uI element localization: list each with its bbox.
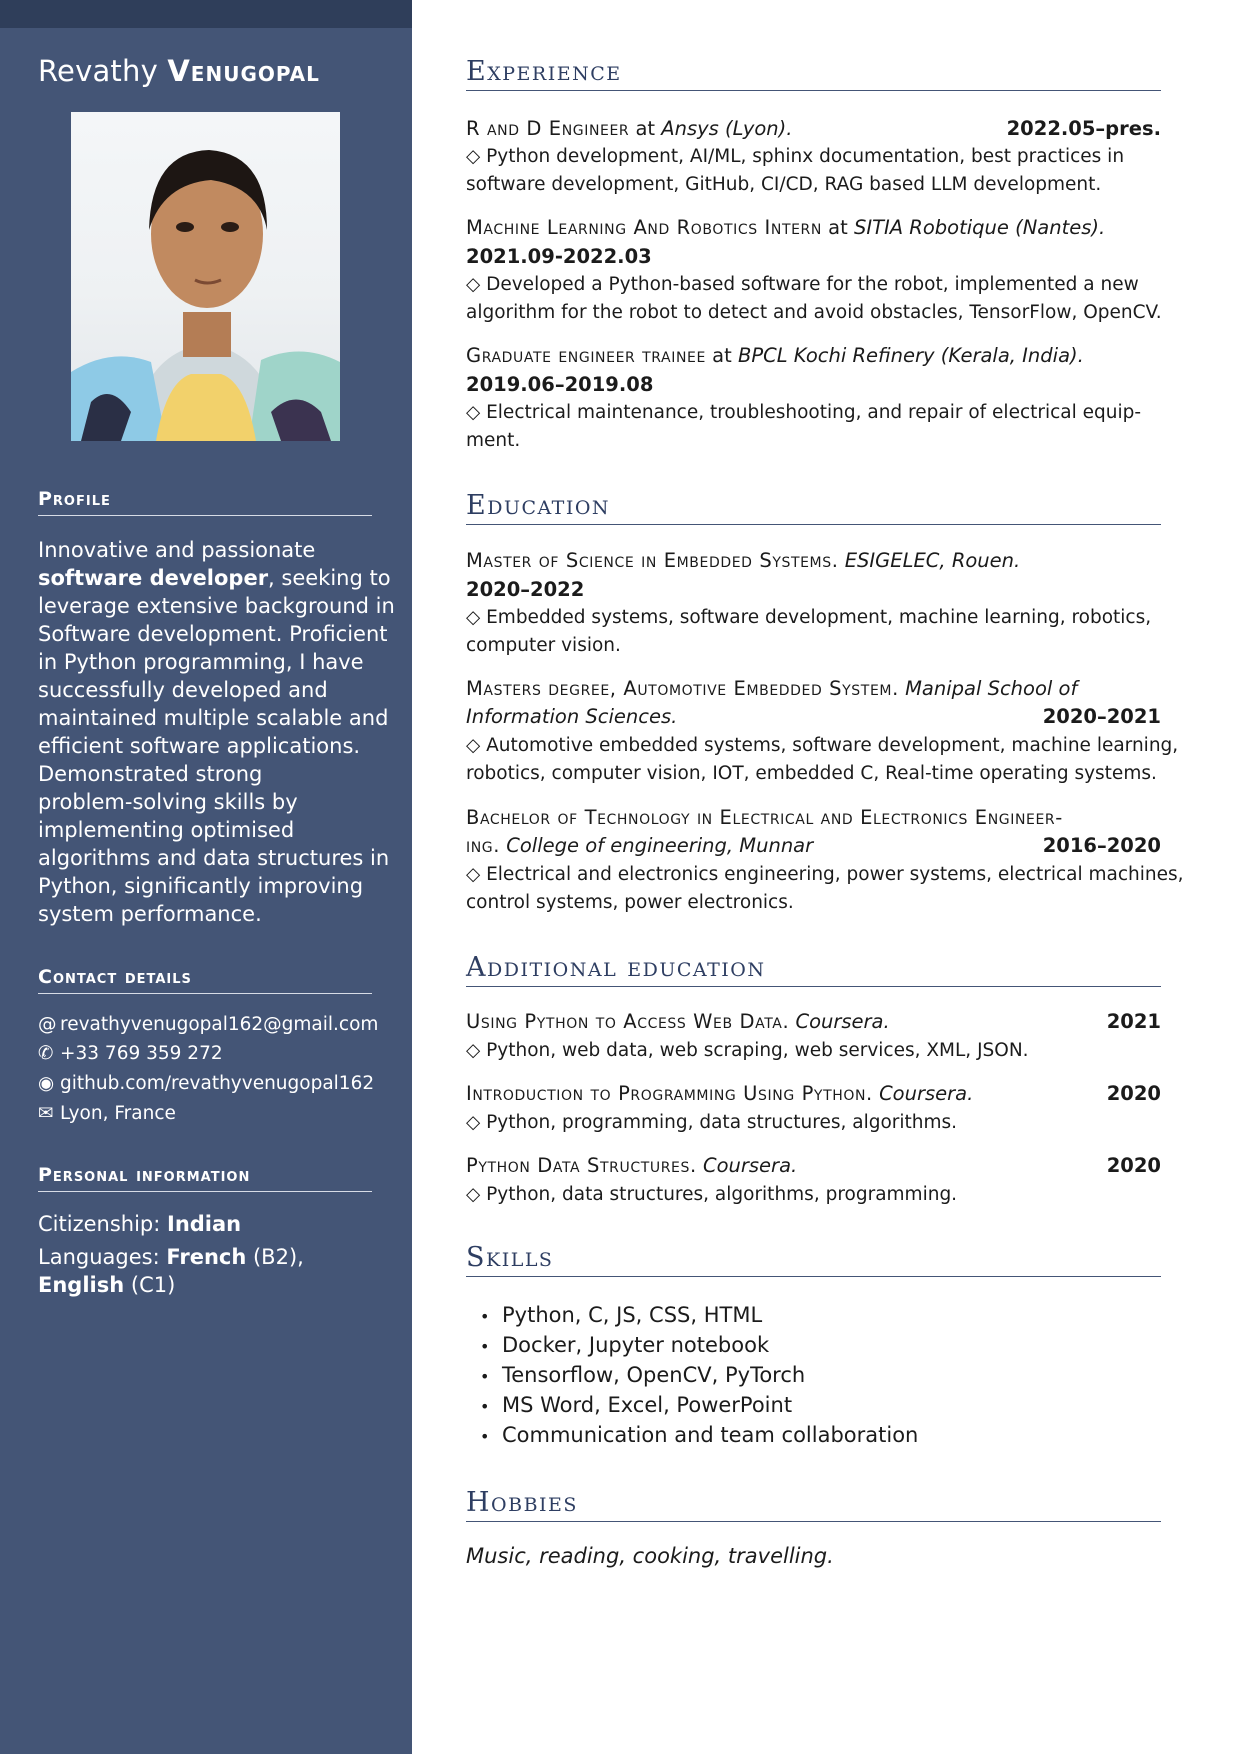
education-date: 2020–2021 [1042, 705, 1161, 728]
profile-line: Python, significantly improving [38, 874, 364, 898]
profile-line: in Python programming, I have [38, 650, 364, 674]
portrait-illustration [71, 112, 340, 441]
education-item-org: Information Sciences. 2020–2021 [466, 705, 1161, 728]
contact-heading: Contact details [38, 966, 372, 994]
profile-heading: Profile [38, 488, 372, 516]
hobbies-heading: Hobbies [466, 1487, 1161, 1522]
experience-heading: Experience [466, 56, 1161, 91]
profile-summary [38, 536, 395, 928]
education-date: 2020–2022 [466, 578, 585, 601]
skill-item: • MS Word, Excel, PowerPoint [480, 1390, 918, 1420]
languages-continued: English (C1) [38, 1273, 176, 1297]
education-item-title: Bachelor of Technology in Electrical and Electronics Engineer- [466, 806, 1063, 829]
profile-line: Innovative and passionate [38, 538, 316, 562]
education-description: ◇ Embedded systems, software development, machine learning, robotics, computer vision. [466, 607, 1152, 656]
profile-line-rest: , seeking to [268, 566, 391, 590]
profile-line [38, 564, 391, 592]
profile-line: Demonstrated strong [38, 762, 263, 786]
experience-item-title: Machine Learning And Robotics Intern at SITIA Robotique (Nantes). [466, 216, 1106, 239]
globe-icon: ◉ [38, 1073, 55, 1094]
profile-photo [71, 112, 340, 441]
education-item-org: ing. College of engineering, Munnar 2016–2020 [466, 834, 1161, 857]
skill-item: • Communication and team collaboration [480, 1420, 918, 1450]
sidebar [0, 0, 412, 1754]
course-title: Using Python to Access Web Data. Coursera. 2021 [466, 1010, 1161, 1033]
course-date: 2020 [1106, 1082, 1161, 1105]
course-title: Python Data Structures. Coursera. 2020 [466, 1154, 1161, 1177]
profile-line: successfully developed and [38, 678, 328, 702]
experience-description: ◇ Developed a Python-based software for the robot, implemented a new algorithm for the robot to detect and avoid obstacles, TensorFlow, OpenCV. [466, 274, 1162, 323]
experience-date: 2019.06–2019.08 [466, 373, 654, 396]
skills-heading: Skills [466, 1242, 1161, 1277]
contact-email[interactable]: @ revathyvenugopal162@gmail.com [38, 1014, 379, 1035]
course-date: 2021 [1106, 1010, 1161, 1033]
citizenship: Citizenship: Indian [38, 1212, 242, 1236]
profile-line: maintained multiple scalable and [38, 706, 389, 730]
personal-info-heading: Personal information [38, 1164, 372, 1192]
education-item-title: Master of Science in Embedded Systems. ESIGELEC, Rouen. [466, 549, 1021, 572]
profile-line: Software development. Proficient [38, 622, 388, 646]
candidate-name [38, 54, 320, 88]
bullet-icon: • [480, 1367, 490, 1386]
at-sign-icon: @ [38, 1014, 57, 1035]
course-title: Introduction to Programming Using Python. Coursera. 2020 [466, 1082, 1161, 1105]
skill-item: • Tensorflow, OpenCV, PyTorch [480, 1360, 918, 1390]
course-description: ◇ Python, web data, web scraping, web services, XML, JSON. [466, 1040, 1029, 1061]
additional-education-heading: Additional education [466, 952, 1161, 987]
experience-item-title: R and D Engineer at Ansys (Lyon). 2022.05–pres. [466, 117, 1161, 140]
profile-line: algorithms and data structures in [38, 846, 390, 870]
experience-date: 2021.09-2022.03 [466, 245, 652, 268]
experience-description: ◇ Python development, AI/ML, sphinx documentation, best practices in software development, GitHub, CI/CD, RAG based LLM development. [466, 146, 1125, 195]
profile-line: problem-solving skills by [38, 790, 298, 814]
contact-github[interactable]: ◉ github.com/revathyvenugopal162 [38, 1073, 375, 1094]
experience-description: ◇ Electrical maintenance, troubleshooting, and repair of electrical equip- ment. [466, 402, 1142, 451]
skill-item: • Docker, Jupyter notebook [480, 1330, 918, 1360]
bullet-icon: • [480, 1307, 490, 1326]
education-heading: Education [466, 490, 1161, 525]
last-name: Venugopal [167, 54, 320, 88]
course-description: ◇ Python, programming, data structures, algorithms. [466, 1112, 958, 1133]
education-date: 2016–2020 [1042, 834, 1161, 857]
sidebar-top-band [0, 0, 412, 28]
hobbies-text: Music, reading, cooking, travelling. [466, 1544, 834, 1568]
profile-line: implementing optimised [38, 818, 295, 842]
education-description: ◇ Electrical and electronics engineering, power systems, electrical machines, control systems, power electronics. [466, 864, 1184, 913]
course-description: ◇ Python, data structures, algorithms, programming. [466, 1184, 958, 1205]
bullet-icon: • [480, 1337, 490, 1356]
profile-line: system performance. [38, 902, 262, 926]
education-description: ◇ Automotive embedded systems, software development, machine learning, robotics, computer vision, IOT, embedded C, Real-time operating systems. [466, 735, 1179, 784]
envelope-icon: ✉ [38, 1103, 54, 1124]
profile-highlight: software developer [38, 566, 269, 590]
languages: Languages: French (B2), [38, 1245, 304, 1269]
phone-icon: ✆ [38, 1043, 54, 1064]
course-date: 2020 [1106, 1154, 1161, 1177]
education-item-title: Masters degree, Automotive Embedded System. Manipal School of [466, 677, 1078, 700]
contact-phone[interactable]: ✆ +33 769 359 272 [38, 1043, 223, 1064]
experience-item-title: Graduate engineer trainee at BPCL Kochi Refinery (Kerala, India). [466, 344, 1084, 367]
experience-date: 2022.05–pres. [1006, 117, 1161, 140]
bullet-icon: • [480, 1427, 490, 1446]
profile-line: efficient software applications. [38, 734, 361, 758]
bullet-icon: • [480, 1397, 490, 1416]
profile-line: leverage extensive background in [38, 594, 395, 618]
skills-list [480, 1300, 918, 1450]
skill-item: • Python, C, JS, CSS, HTML [480, 1300, 918, 1330]
contact-location: ✉ Lyon, France [38, 1103, 176, 1124]
first-name: Revathy [38, 54, 158, 88]
